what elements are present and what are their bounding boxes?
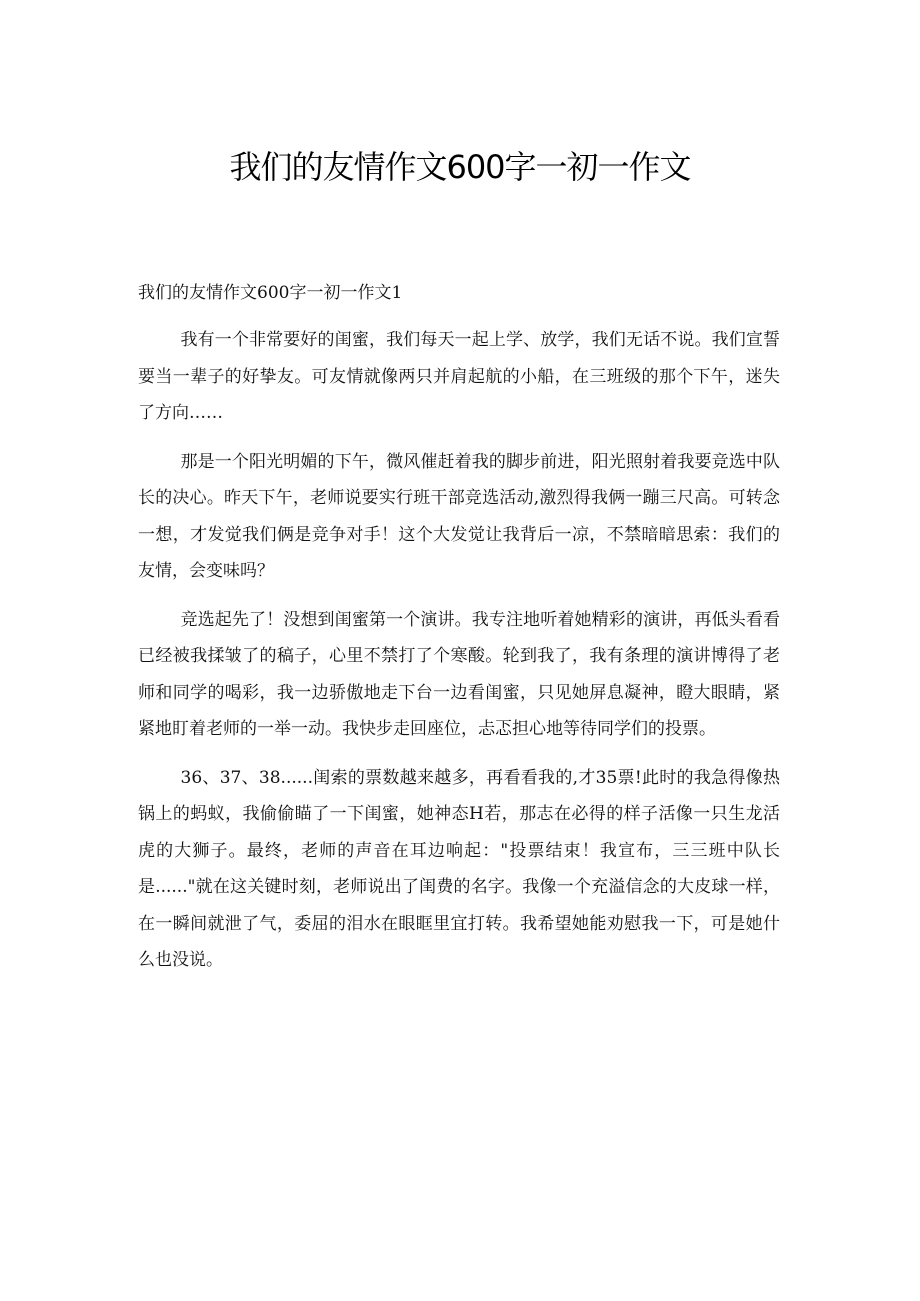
document-body xyxy=(138,322,780,991)
document-title: 我们的友情作文600字一初一作文 xyxy=(229,148,691,186)
paragraph-4: 36、37、38......闺索的票数越来越多，再看看我的,才35票!此时的我急得像热锅上的蚂蚁，我偷偷瞄了一下闺蜜，她神态H若，那志在必得的样子活像一只生龙活虎的大狮子。最终，老师的声音在耳边响起："投票结束！我宣布，三三班中队长是......"就在这关键时刻，老师说出了闺费的名字。我像一个充溢信念的大皮球一样，在一瞬间就泄了气，委屈的泪水在眼眶里宜打转。我希望她能劝慰我一下，可是她什么也没说。 xyxy=(138,767,780,970)
paragraph-3: 竞选起先了！没想到闺蜜第一个演讲。我专注地听着她精彩的演讲，再低头看看已经被我揉皱了的稿子，心里不禁打了个寒酸。轮到我了，我有条理的演讲博得了老师和同学的喝彩，我一边骄傲地走下台一边看闺蜜，只见她屏息凝神，瞪大眼睛，紧紧地盯着老师的一举一动。我快步走回座位，忐忑担心地等待同学们的投票。 xyxy=(138,609,780,739)
paragraph-2: 那是一个阳光明媚的下午，微风催赶着我的脚步前进，阳光照射着我要竞选中队长的决心。昨天下午，老师说要实行班干部竞选活动,激烈得我俩一蹦三尺高。可转念一想，才发觉我们俩是竞争对手！这个大发觉让我背后一凉，不禁暗暗思索：我们的友情，会变味吗？ xyxy=(138,451,780,581)
paragraph-1: 我有一个非常要好的闺蜜，我们每天一起上学、放学，我们无话不说。我们宣誓要当一辈子的好挚友。可友情就像两只并肩起航的小船，在三班级的那个下午，迷失了方向…… xyxy=(138,330,780,423)
section-heading: 我们的友情作文600字一初一作文1 xyxy=(138,283,403,303)
